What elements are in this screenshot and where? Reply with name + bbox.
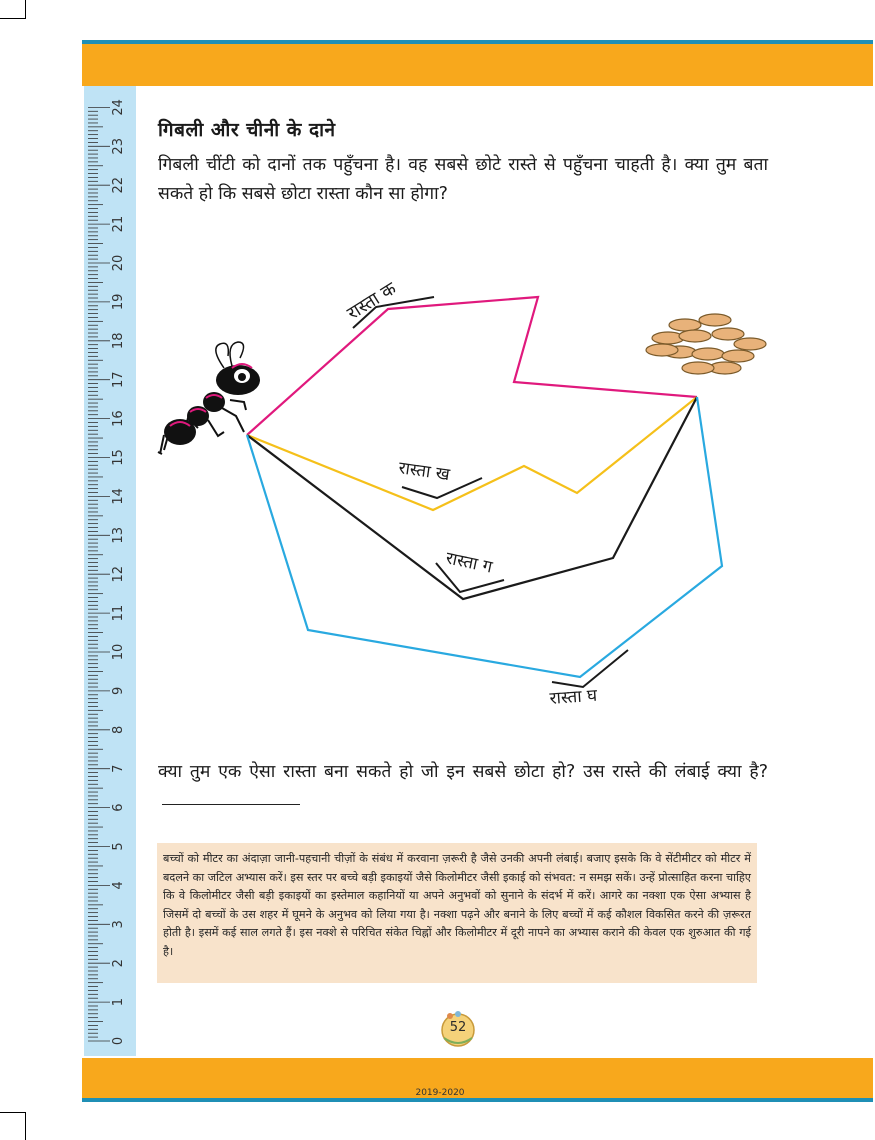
crop-mark-bottom-left-v: [25, 1112, 26, 1140]
crop-mark-top-left-h: [0, 18, 26, 19]
sugar-grain: [682, 362, 714, 374]
ruler-label: 1: [111, 997, 126, 1007]
crop-mark-bottom-left-h: [0, 1112, 26, 1113]
path-ga-label: रास्ता ग: [443, 548, 495, 578]
sugar-grain: [692, 348, 724, 360]
ruler-label: 14: [111, 488, 126, 505]
ruler-label: 18: [111, 332, 126, 350]
sugar-grain: [679, 330, 711, 342]
page-number-badge: [436, 1010, 480, 1050]
path-kha-label: रास्ता ख: [397, 458, 451, 486]
ruler-label: 17: [111, 371, 126, 388]
ruler-label: 11: [111, 604, 126, 622]
path-ka-label: रास्ता क: [343, 278, 401, 325]
edition-year: 2019-2020: [415, 1088, 465, 1098]
question-label: क्या तुम एक ऐसा रास्ता बना सकते हो जो इन सबसे छोटा हो? उस रास्ते की लंबाई क्या है?: [158, 762, 768, 782]
path-ka-line: [247, 297, 697, 435]
sugar-grain: [722, 350, 754, 362]
ruler-scale: [84, 86, 136, 1056]
sugar-grain: [699, 314, 731, 326]
ruler-label: 19: [111, 293, 126, 311]
ruler-label: 3: [111, 920, 126, 929]
ruler-label: 23: [111, 138, 126, 155]
crop-mark-top-left-v: [25, 0, 26, 18]
ruler-label: 13: [111, 527, 126, 544]
ruler-label: 20: [111, 254, 126, 272]
page-heading: गिबली और चीनी के दाने: [158, 119, 336, 141]
ruler-label: 21: [111, 215, 126, 233]
sugar-grain: [734, 338, 766, 350]
ruler-label: 16: [111, 410, 126, 427]
ruler-label: 22: [111, 176, 126, 194]
ruler-label: 8: [111, 725, 126, 734]
sugar-grain: [669, 319, 701, 331]
intro-paragraph: गिबली चींटी को दानों तक पहुँचना है। वह सबसे छोटे रास्ते से पहुँचना चाहती है। क्या तुम बता सकते हो कि सबसे छोटा रास्ता कौन सा होगा?: [158, 155, 768, 204]
ruler-label: 9: [111, 686, 126, 696]
ruler-label: 10: [111, 643, 126, 661]
path-kha-line: [247, 397, 697, 510]
vertical-ruler: [84, 86, 136, 1056]
ruler-label: 12: [111, 565, 126, 583]
teacher-note-box: बच्चों को मीटर का अंदाज़ा जानी-पहचानी चीज़ों के संबंध में करवाना ज़रूरी है जैसे उनकी अपनी लंबाई। बजाए इसके कि वे सेंटीमीटर को मीटर में बदलने का जटिल अभ्यास करें। इस स्तर पर बच्चे बड़ी इकाइयों जैसे किलोमीटर जैसी इकाई को संभवत: न समझ सकें। उन्हें प्रोत्साहित करना चाहिए कि वे किलोमीटर जैसी बड़ी इकाइयों का इस्तेमाल कहानियों या अपने अनुभवों को सुनाने के संदर्भ में करें। आगरे का नक्शा एक ऐसा अभ्यास है जिसमें दो बच्चों के उस शहर में घूमने के अनुभव को लिया गया है। नक्शा पढ़ने और बनाने के लिए बच्चों में कई कौशल विकसित करने की ज़रूरत होती है। इसमें कई साल लगते हैं। इस नक्शे से परिचित संकेत चिह्नों और किलोमीटर में दूरी नापने का अभ्यास कराने की केवल एक शुरुआत की गई है।: [157, 843, 757, 983]
ruler-label: 7: [111, 764, 126, 773]
path-gha-label: रास्ता घ: [548, 685, 598, 709]
ruler-label: 6: [111, 803, 126, 812]
sugar-grain: [712, 328, 744, 340]
ruler-label: 5: [111, 842, 126, 851]
ruler-label: 2: [111, 959, 126, 968]
page-number: 52: [449, 1020, 467, 1035]
sugar-grain: [646, 344, 678, 356]
ant-illustration: [158, 342, 260, 454]
path-diagram: [140, 240, 780, 720]
ruler-label: 4: [111, 881, 126, 890]
top-decorative-band: [82, 40, 873, 86]
path-gha-line: [247, 397, 722, 677]
question-text: [158, 758, 768, 814]
sugar-grains: [646, 314, 766, 374]
answer-blank[interactable]: [162, 786, 300, 805]
ruler-label: 15: [111, 449, 126, 466]
ruler-label: 24: [111, 99, 126, 116]
ruler-label: 0: [111, 1036, 126, 1046]
